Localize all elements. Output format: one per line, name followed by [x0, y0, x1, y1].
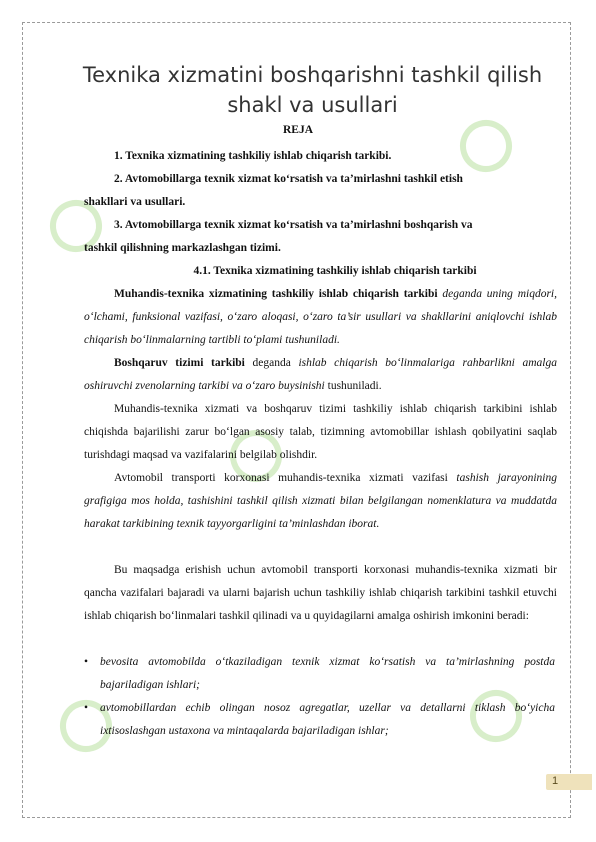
bullet-icon: •: [84, 702, 89, 714]
paragraph-2-definition: ishlab chiqarish bo‘linmalariga rahbarlikni amalga oshiruvchi zvenolarning tarkibi va o‘zaro buysinishi: [84, 357, 557, 392]
section-heading: 4.1. Texnika xizmatining tashkiliy ishlab chiqarish tarkibi: [193, 265, 477, 277]
paragraph-4-lead: Avtomobil transporti korxonasi muhandis-texnika xizmati vazifasi: [114, 472, 457, 484]
paragraph-3: Muhandis-texnika xizmati va boshqaruv tizimi tashkiliy ishlab chiqarish tarkibini ishlab chiqishda bajarilishi zarur bo‘lgan asosiy talab, tizimning avtomobillar ishlash qobilyatini saqlab turishdagi maqsad va vazifalarini belgilab olishdir.: [84, 403, 557, 461]
bullet-icon: •: [84, 656, 89, 668]
paragraph-2-term: Boshqaruv tizimi tarkibi: [114, 357, 245, 369]
plan-item-2-line1: 2. Avtomobillarga texnik xizmat ko‘rsatish va ta’mirlashni tashkil etish: [114, 173, 463, 185]
paragraph-4-italic: tashish jarayonining grafigiga mos holda, tashishini tashkil qilish xizmati bilan belgilangan nomenklatura va muddatda harakat tarkibining texnik tayyorgarligini ta’minlashdan iborat.: [84, 472, 557, 530]
plan-item-1: 1. Texnika xizmatining tashkiliy ishlab chiqarish tarkibi.: [114, 150, 392, 162]
paragraph-2-ending: tushuniladi.: [324, 380, 382, 392]
paragraph-4: [84, 467, 557, 536]
page-number-tab: [546, 774, 592, 790]
list-item: [84, 697, 555, 743]
plan-item-3-line2: tashkil qilishning markazlashgan tizimi.: [84, 242, 281, 254]
page-number: 1: [552, 775, 559, 787]
paragraph-5: Bu maqsadga erishish uchun avtomobil transporti korxonasi muhandis-texnika xizmati bir qancha vazifalari bajaradi va ularni bajarish uchun tashkiliy ishlab chiqarish tarkibini tashkil etuvchi ishlab chiqarish bo‘linmalari tashkil qilinadi va u quyidagilarni amalga oshirish imkonini beradi:: [84, 564, 557, 622]
paragraph-1-term: Muhandis-texnika xizmatining tashkiliy ishlab chiqarish tarkibi: [114, 288, 438, 300]
plan-heading: REJA: [282, 124, 314, 136]
paragraph-2: [84, 352, 557, 398]
paragraph-1-definition: deganda uning miqdori, o‘lchami, funksional vazifasi, o‘zaro aloqasi, o‘zaro ta’sir usullari va shakllarini aniqlovchi ishlab chiqarish bo‘linmalarning tartibli to‘plami tushuniladi.: [84, 288, 557, 346]
paragraph-2-connector: deganda: [244, 357, 299, 369]
paragraph-1: [84, 283, 557, 352]
list-item-text: avtomobillardan echib olingan nosoz agregatlar, uzellar va detallarni tiklash bo‘yicha ixtisoslashgan ustaxona va mintaqalarda bajariladigan ishlar;: [100, 702, 555, 737]
list-item: [84, 651, 555, 697]
document-title: Texnika xizmatini boshqarishni tashkil qilish shakl va usullari: [82, 63, 543, 117]
plan-item-3-line1: 3. Avtomobillarga texnik xizmat ko‘rsatish va ta’mirlashni boshqarish va: [114, 219, 473, 231]
plan-item-2-line2: shakllari va usullari.: [84, 196, 186, 208]
list-item-text: bevosita avtomobilda o‘tkaziladigan texnik xizmat ko‘rsatish va ta’mirlashning postda bajariladigan ishlari;: [100, 656, 555, 691]
